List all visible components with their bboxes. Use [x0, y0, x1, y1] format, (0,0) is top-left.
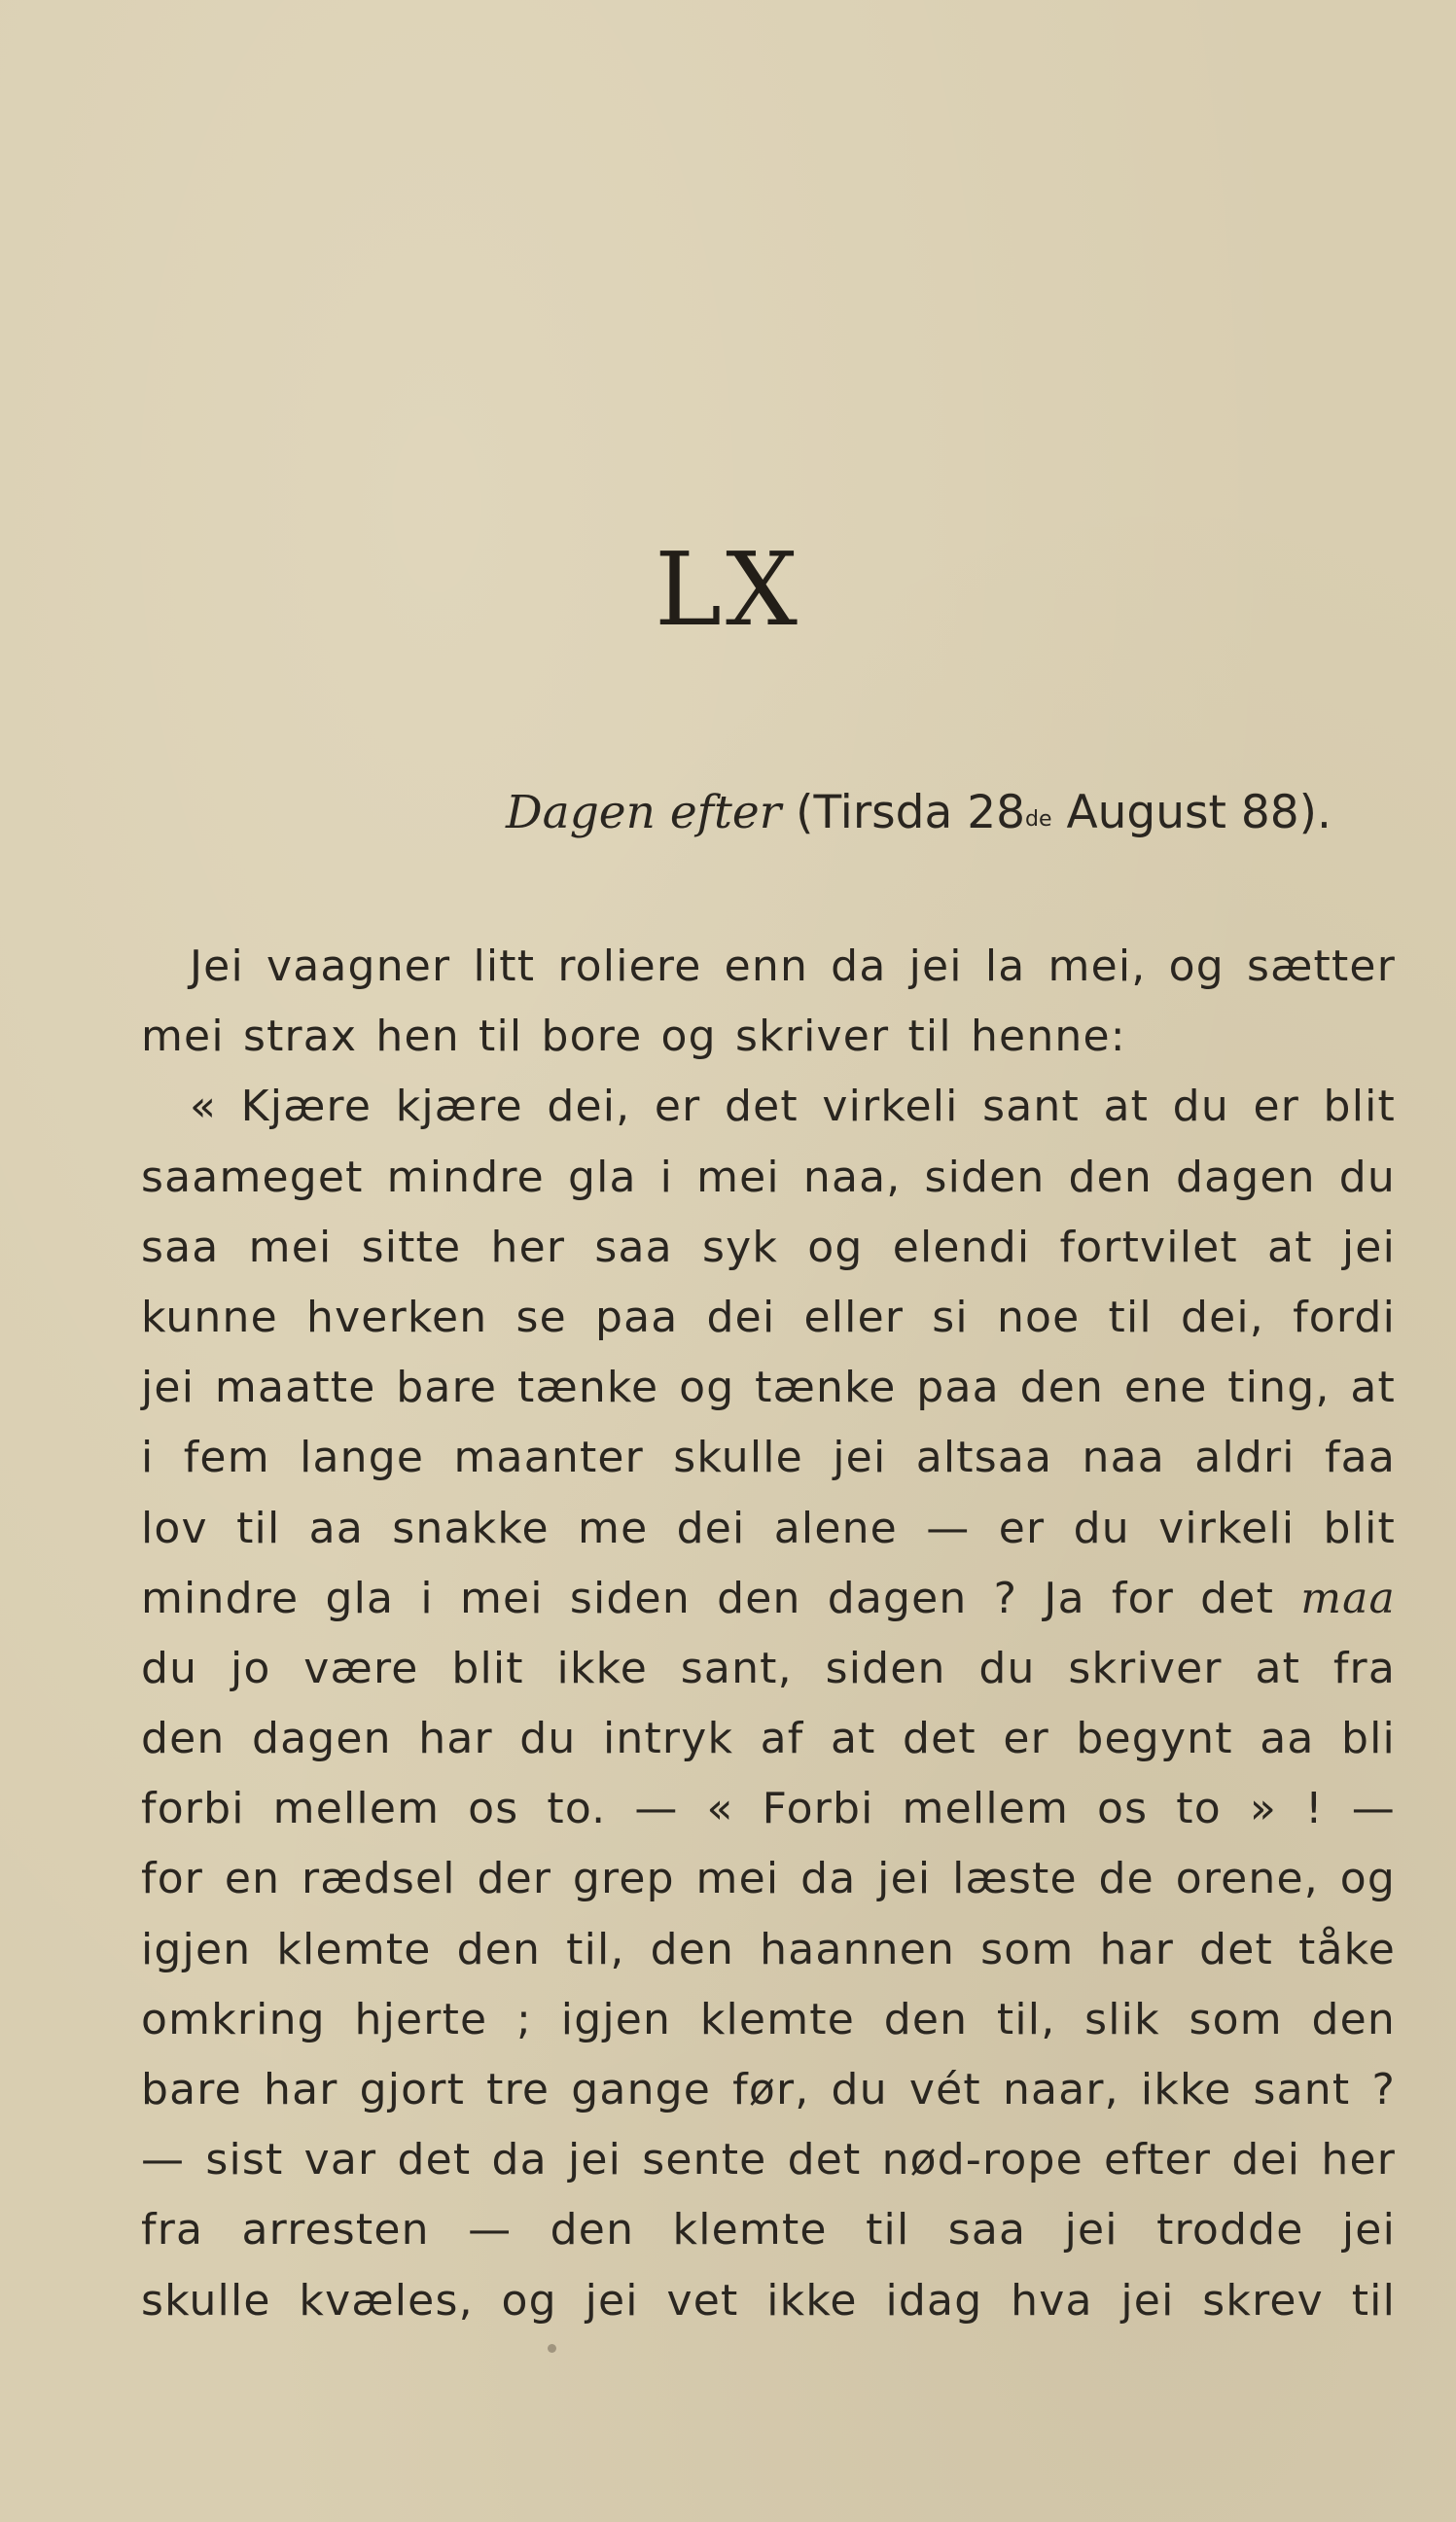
text-line: omkring hjerte ; igjen klemte den til, slik som den — [141, 1994, 1396, 2044]
text-line: « Kjære kjære dei, er det virkeli sant at du er blit — [190, 1082, 1396, 1132]
text-line: den dagen har du intryk af at det er begynt aa bli — [141, 1714, 1396, 1764]
text-line: i fem lange maanter skulle jei altsaa naa aldri faa — [141, 1433, 1396, 1483]
text-line: lov til aa snakke me dei alene — er du virkeli blit — [141, 1503, 1396, 1553]
dateline-date: (Tirsda 28de August 88). — [796, 786, 1332, 839]
text-line: Jei vaagner litt roliere enn da jei la mei, og sætter — [190, 941, 1396, 991]
text-line: — sist var det da jei sente det nød-rope efter dei her — [141, 2135, 1396, 2185]
chapter-heading: LX — [654, 530, 802, 649]
text-line: mindre gla i mei siden den dagen ? Ja for det maa — [141, 1573, 1396, 1623]
text-line: for en rædsel der grep mei da jei læste de orene, og — [141, 1854, 1396, 1904]
text-line: saameget mindre gla i mei naa, siden den dagen du — [141, 1152, 1396, 1202]
dateline-superscript: de — [1025, 807, 1052, 832]
text-line: skulle kvæles, og jei vet ikke idag hva jei skrev til — [141, 2275, 1396, 2326]
text-line: du jo være blit ikke sant, siden du skriver at fra — [141, 1643, 1396, 1693]
dateline — [506, 786, 1332, 839]
text-line: mei strax hen til bore og skriver til henne: — [141, 1012, 1126, 1062]
ink-speck — [548, 2344, 556, 2353]
text-line: igjen klemte den til, den haannen som har det tåke — [141, 1924, 1396, 1974]
text-line: kunne hverken se paa dei eller si noe til dei, fordi — [141, 1292, 1396, 1342]
text-line: bare har gjort tre gange før, du vét naar, ikke sant ? — [141, 2065, 1396, 2114]
dateline-italic: Dagen efter — [506, 786, 782, 839]
text-line: saa mei sitte her saa syk og elendi fortvilet at jei — [141, 1222, 1396, 1272]
emphasis: maa — [1300, 1573, 1396, 1623]
text-line: forbi mellem os to. — « Forbi mellem os to » ! — — [141, 1784, 1396, 1834]
text-line: jei maatte bare tænke og tænke paa den ene ting, at — [141, 1363, 1396, 1413]
body-text — [141, 932, 1396, 2336]
text-line: fra arresten — den klemte til saa jei trodde jei — [141, 2205, 1396, 2256]
